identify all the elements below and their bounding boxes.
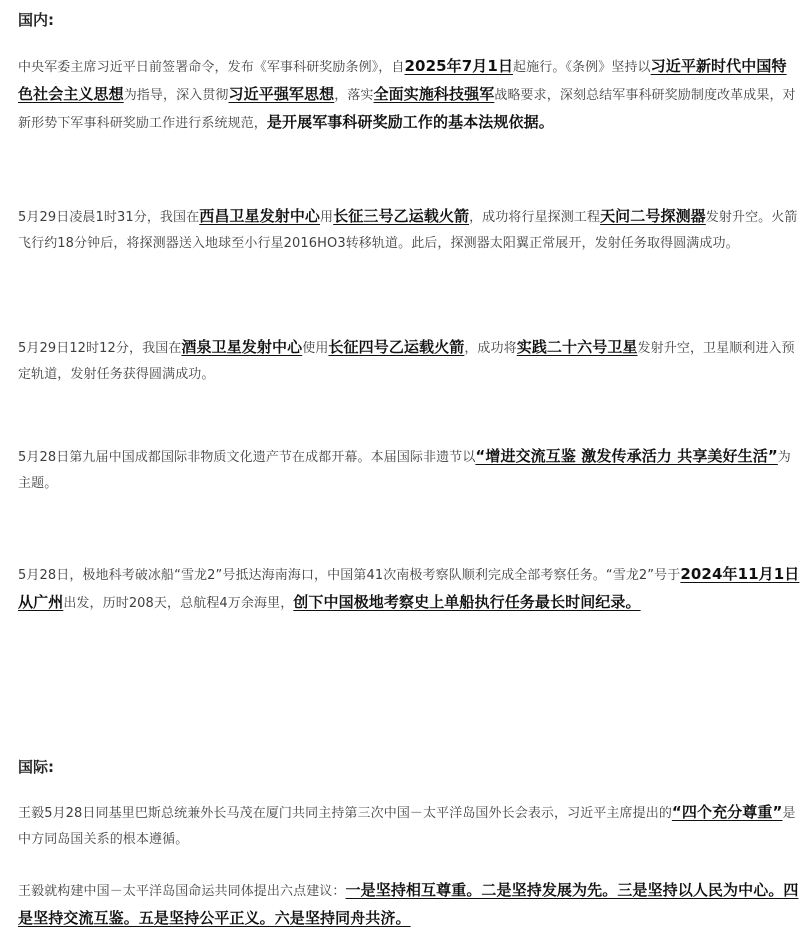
news-paragraph [18,561,801,617]
highlight-underlined: 长征四号乙运载火箭 [328,338,465,356]
highlight-underlined: “增进交流互鉴 激发传承活力 共享美好生活” [475,447,778,465]
highlight-underlined: 习近平强军思想 [228,85,335,103]
highlight-underlined: 2024年11月1日从广州 [18,565,800,611]
body-text: 出发，历时208天，总航程4万余海里， [63,596,294,611]
highlight-underlined: 创下中国极地考察史上单船执行任务最长时间纪录。 [293,593,641,611]
body-text: 王毅就构建中国－太平洋岛国命运共同体提出六点建议： [18,884,346,899]
body-text: 中央军委主席习近平日前签署命令，发布《军事科研奖励条例》，自 [18,60,405,75]
body-text: 为主题。 [18,450,791,491]
section-heading-domestic: 国内: [18,11,54,29]
news-paragraph [18,53,801,137]
highlight-underlined: 实践二十六号卫星 [516,338,638,356]
highlight-underlined: 习近平新时代中国特色社会主义思想 [18,57,787,103]
body-text: 发射升空，卫星顺利进入预定轨道，发射任务获得圆满成功。 [18,341,795,382]
highlight-text: 是开展军事科研奖励工作的基本法规依据。 [266,113,554,131]
body-text: 为指导，深入贯彻 [123,88,229,103]
highlight-underlined: 西昌卫星发射中心 [199,207,321,225]
section-heading-international: 国际: [18,758,54,776]
body-text: 5月29日12时12分，我国在 [18,341,182,356]
news-paragraph [18,443,801,497]
body-text: ，成功将行星探测工程 [469,210,601,225]
body-text: 是中方同岛国关系的根本遵循。 [18,806,796,847]
body-text: 战略要求，深刻总结军事科研奖励制度改革成果，对新形势下军事科研奖励工作进行系统规范， [18,88,796,131]
body-text: 5月28日，极地科考破冰船“雪龙2”号抵达海南海口，中国第41次南极考察队顺利完成全部考察任务。“雪龙2”号于 [18,568,681,583]
highlight-underlined: 全面实施科技强军 [373,85,495,103]
news-paragraph [18,877,801,933]
body-text: 用 [320,210,334,225]
body-text: ，成功将 [464,341,517,356]
body-text: ，落实 [334,88,374,103]
news-paragraph [18,334,801,388]
highlight-underlined: 一是坚持相互尊重。二是坚持发展为先。三是坚持以人民为中心。四是坚持交流互鉴。五是坚持公平正义。六是坚持同舟共济。 [18,881,799,927]
body-text: 起施行。《条例》坚持以 [513,60,651,75]
news-paragraph [18,203,801,257]
highlight-underlined: 酒泉卫星发射中心 [181,338,303,356]
highlight-underlined: “四个充分尊重” [671,803,783,821]
body-text: 使用 [302,341,329,356]
body-text: 王毅5月28日同基里巴斯总统兼外长马茂在厦门共同主持第三次中国－太平洋岛国外长会表示，习近平主席提出的 [18,806,672,821]
highlight-underlined: 长征三号乙运载火箭 [333,207,470,225]
news-paragraph [18,799,801,853]
highlight-underlined: 天问二号探测器 [600,207,706,225]
body-text: 发射升空。火箭飞行约18分钟后，将探测器送入地球至小行星2016HO3转移轨道。此后，探测器太阳翼正常展开，发射任务取得圆满成功。 [18,210,798,251]
body-text: 5月28日第九届中国成都国际非物质文化遗产节在成都开幕。本届国际非遗节以 [18,450,476,465]
body-text: 5月29日凌晨1时31分，我国在 [18,210,200,225]
highlight-underlined: 2025年7月1日 [404,57,514,75]
